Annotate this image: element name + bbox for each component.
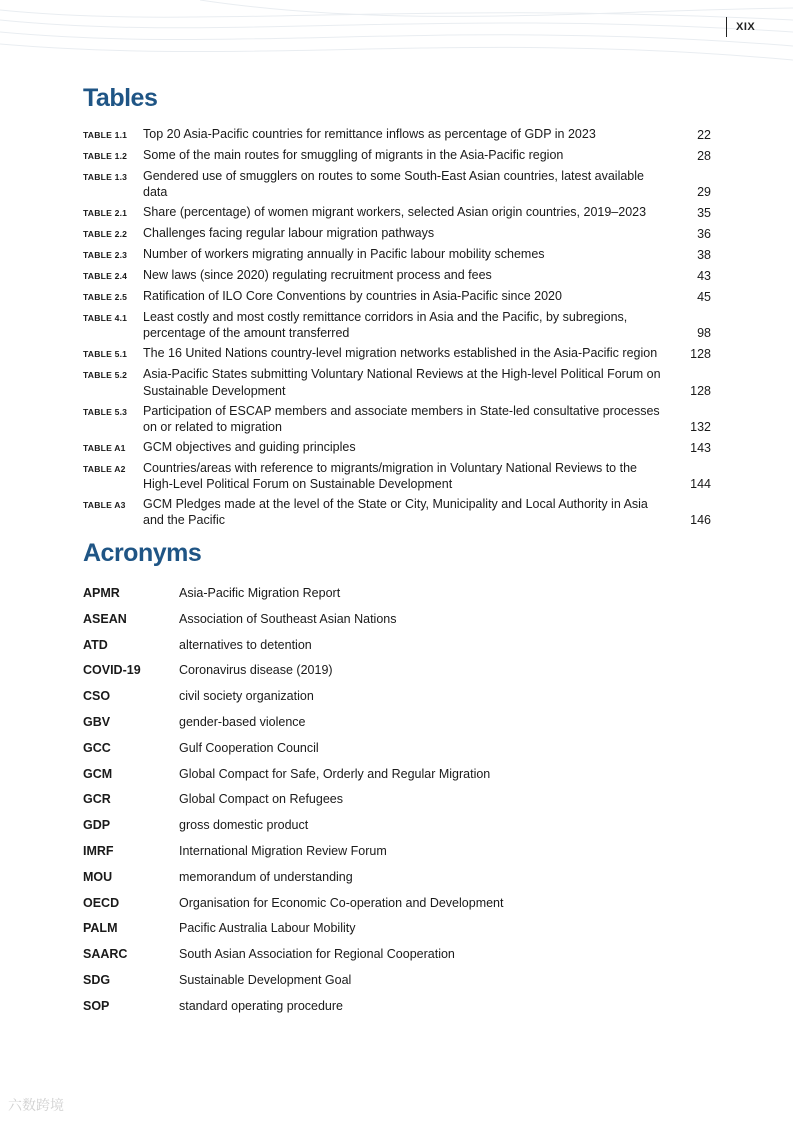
page-number: XIX <box>726 17 755 37</box>
acronym-definition: International Migration Review Forum <box>179 843 387 858</box>
acronym-definition: Gulf Cooperation Council <box>179 740 319 755</box>
table-label: TABLE 2.2 <box>83 229 128 240</box>
acronym-definition: standard operating procedure <box>179 998 344 1013</box>
tables-heading: Tables <box>83 84 158 112</box>
table-row <box>83 288 711 305</box>
table-row <box>83 496 711 528</box>
table-label: TABLE 5.3 <box>83 406 128 417</box>
table-row <box>83 225 711 242</box>
table-title: Number of workers migrating annually in Pacific labour mobility schemes <box>143 247 545 262</box>
table-label: TABLE A2 <box>83 463 126 474</box>
table-label: TABLE 2.4 <box>83 271 128 282</box>
acronym-definition: gross domestic product <box>179 818 309 833</box>
acronyms-heading: Acronyms <box>83 539 202 567</box>
table-page-number: 128 <box>690 383 711 398</box>
table-label: TABLE A1 <box>83 442 126 453</box>
header-wave-decoration <box>0 0 793 80</box>
table-page-number: 28 <box>697 149 711 163</box>
table-label: TABLE 5.1 <box>83 349 128 360</box>
table-page-number: 29 <box>697 185 711 200</box>
table-title: GCM Pledges made at the level of the State or City, Municipality and Local Authority in Asia and the Pacific <box>143 497 648 528</box>
acronym-abbreviation: GDP <box>83 818 111 833</box>
acronym-abbreviation: ATD <box>83 637 108 652</box>
acronym-definition: Coronavirus disease (2019) <box>179 663 333 678</box>
table-title: Participation of ESCAP members and associate members in State-led consultative processes on or related to migration <box>143 403 660 434</box>
table-page-number: 132 <box>690 419 711 434</box>
acronym-definition: Sustainable Development Goal <box>179 972 352 987</box>
acronym-definition: Global Compact on Refugees <box>179 792 343 807</box>
table-label: TABLE 2.5 <box>83 292 128 303</box>
acronym-definition: alternatives to detention <box>179 637 312 652</box>
acronym-row <box>83 919 683 945</box>
acronym-abbreviation: MOU <box>83 869 113 884</box>
acronym-definition: Organisation for Economic Co-operation and Development <box>179 895 504 910</box>
acronym-definition: Pacific Australia Labour Mobility <box>179 921 356 936</box>
acronym-row <box>83 610 683 636</box>
acronym-abbreviation: GCR <box>83 792 111 807</box>
table-label: TABLE 1.1 <box>83 130 128 140</box>
acronym-definition: Association of Southeast Asian Nations <box>179 611 397 626</box>
table-row <box>83 147 711 164</box>
table-title: Asia-Pacific States submitting Voluntary National Reviews at the High-level Political Forum on Sustainable Development <box>143 367 661 398</box>
acronym-row <box>83 894 683 920</box>
acronym-definition: Asia-Pacific Migration Report <box>179 586 341 600</box>
table-label: TABLE 1.3 <box>83 172 128 182</box>
table-title: Gendered use of smugglers on routes to some South-East Asian countries, latest available data <box>143 169 644 200</box>
acronym-abbreviation: SOP <box>83 998 110 1013</box>
table-row <box>83 246 711 263</box>
acronym-abbreviation: SDG <box>83 972 111 987</box>
table-row <box>83 439 711 456</box>
table-page-number: 146 <box>690 513 711 528</box>
table-row <box>83 309 711 341</box>
tables-list <box>83 126 711 532</box>
table-page-number: 143 <box>690 440 711 455</box>
table-page-number: 36 <box>697 227 711 242</box>
table-label: TABLE A3 <box>83 500 126 511</box>
table-title: Challenges facing regular labour migration pathways <box>143 226 435 241</box>
table-page-number: 98 <box>697 326 711 341</box>
acronym-definition: gender-based violence <box>179 714 306 729</box>
table-row <box>83 366 711 398</box>
acronym-row <box>83 868 683 894</box>
table-title: GCM objectives and guiding principles <box>143 439 356 454</box>
table-page-number: 144 <box>690 477 711 492</box>
acronym-row <box>83 584 683 610</box>
table-page-number: 38 <box>697 248 711 263</box>
acronym-abbreviation: SAARC <box>83 947 128 962</box>
acronym-row <box>83 971 683 997</box>
table-title: Least costly and most costly remittance corridors in Asia and the Pacific, by subregions, percentage of the amount transferred <box>143 310 628 341</box>
table-title: Countries/areas with reference to migrants/migration in Voluntary National Reviews to the High-Level Political Forum on Sustainable Development <box>143 460 637 492</box>
acronym-abbreviation: CSO <box>83 689 111 704</box>
table-row <box>83 345 711 362</box>
acronym-abbreviation: APMR <box>83 586 120 600</box>
table-title: Share (percentage) of women migrant workers, selected Asian origin countries, 2019–2023 <box>143 205 647 220</box>
table-row <box>83 267 711 284</box>
acronym-abbreviation: OECD <box>83 895 120 910</box>
acronym-definition: memorandum of understanding <box>179 869 353 884</box>
acronym-row <box>83 636 683 662</box>
acronym-row <box>83 713 683 739</box>
table-page-number: 22 <box>697 128 711 142</box>
acronym-row <box>83 661 683 687</box>
acronym-row <box>83 765 683 791</box>
acronym-row <box>83 739 683 765</box>
acronym-row <box>83 790 683 816</box>
table-label: TABLE 4.1 <box>83 313 128 324</box>
table-row <box>83 168 711 200</box>
table-title: Top 20 Asia-Pacific countries for remittance inflows as percentage of GDP in 2023 <box>143 127 596 141</box>
acronym-row <box>83 816 683 842</box>
acronym-row <box>83 997 683 1023</box>
acronym-abbreviation: GCC <box>83 740 111 755</box>
table-label: TABLE 2.3 <box>83 250 128 261</box>
acronym-definition: Global Compact for Safe, Orderly and Regular Migration <box>179 766 491 781</box>
table-title: Ratification of ILO Core Conventions by countries in Asia-Pacific since 2020 <box>143 289 562 304</box>
acronym-definition: civil society organization <box>179 689 314 704</box>
acronym-abbreviation: IMRF <box>83 843 114 858</box>
acronym-abbreviation: GBV <box>83 714 111 729</box>
table-label: TABLE 5.2 <box>83 370 128 381</box>
table-page-number: 43 <box>697 269 711 284</box>
table-row <box>83 126 711 143</box>
watermark-logo: 六数跨境 <box>8 1097 64 1113</box>
table-page-number: 35 <box>697 206 711 221</box>
acronym-abbreviation: GCM <box>83 766 113 781</box>
table-title: New laws (since 2020) regulating recruitment process and fees <box>143 268 492 283</box>
acronym-row <box>83 842 683 868</box>
table-label: TABLE 2.1 <box>83 208 128 219</box>
table-label: TABLE 1.2 <box>83 151 128 161</box>
table-row <box>83 460 711 492</box>
table-page-number: 128 <box>690 347 711 362</box>
acronym-abbreviation: PALM <box>83 921 118 936</box>
acronym-definition: South Asian Association for Regional Cooperation <box>179 947 455 962</box>
acronym-abbreviation: ASEAN <box>83 611 127 626</box>
acronym-row <box>83 687 683 713</box>
table-title: The 16 United Nations country-level migration networks established in the Asia-Pacific region <box>143 346 658 361</box>
table-title: Some of the main routes for smuggling of migrants in the Asia-Pacific region <box>143 148 564 162</box>
table-row <box>83 403 711 435</box>
acronym-row <box>83 945 683 971</box>
acronym-abbreviation: COVID-19 <box>83 663 141 678</box>
table-page-number: 45 <box>697 290 711 305</box>
table-row <box>83 204 711 221</box>
acronyms-list <box>83 584 683 1023</box>
